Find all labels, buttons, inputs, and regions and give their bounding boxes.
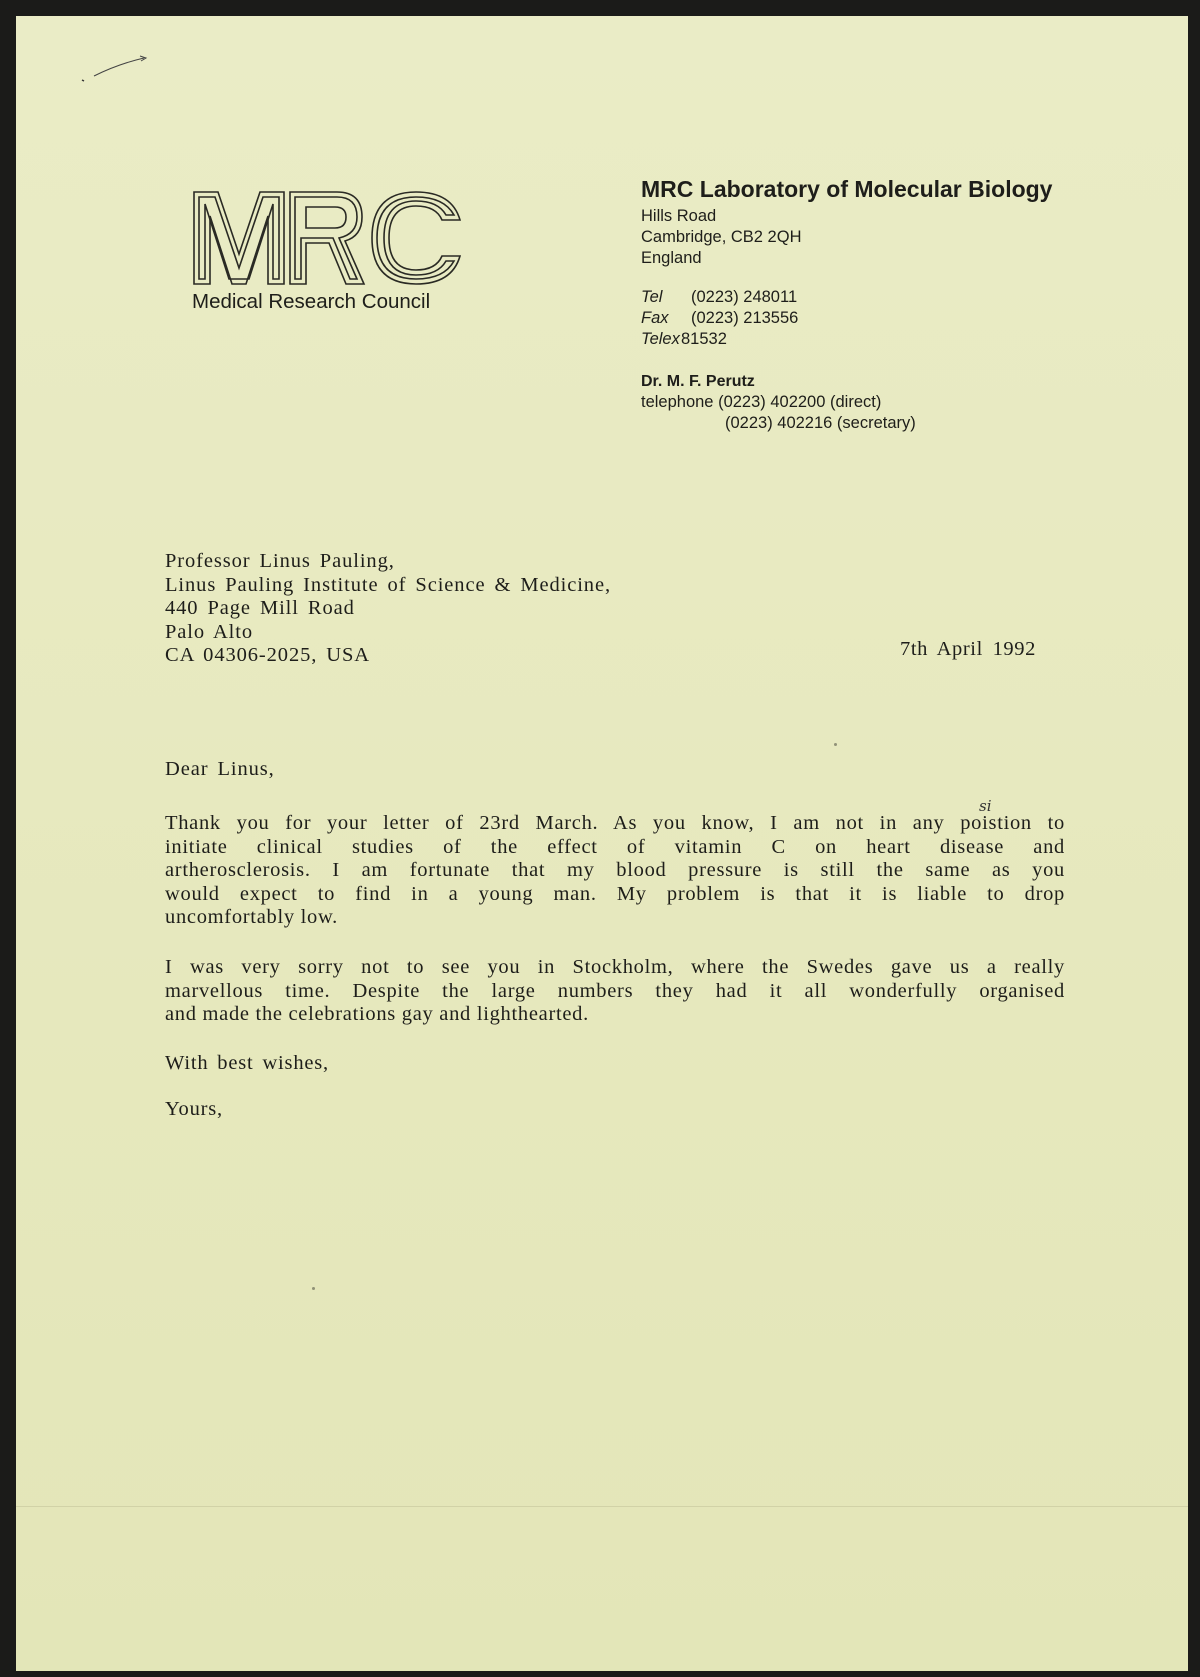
body-line: artherosclerosis. I am fortunate that my blood pressure is still the same as you [165, 859, 1065, 881]
telex-value: 81532 [681, 330, 727, 348]
telex-line [641, 329, 1052, 350]
recipient-line: CA 04306-2025, USA [165, 644, 371, 666]
lab-name: MRC Laboratory of Molecular Biology [641, 176, 1053, 202]
body-line: uncomfortably low. [165, 906, 338, 928]
sender-phone-direct: telephone (0223) 402200 (direct) [641, 393, 882, 411]
address-line: Hills Road [641, 207, 717, 225]
recipient-line: Professor Linus Pauling, [165, 550, 395, 572]
paper-fold [16, 1506, 1188, 1507]
body-line: Thank you for your letter of 23rd March. As you know, I am not in any poistion to [165, 812, 1065, 834]
mrc-logo [192, 190, 462, 286]
tel-label: Tel [641, 288, 663, 306]
paper-speck [312, 1287, 315, 1290]
handwritten-correction: si [979, 797, 992, 815]
sender-name: Dr. M. F. Perutz [641, 373, 755, 390]
pen-mark [78, 50, 158, 90]
body-line: would expect to find in a young man. My problem is that it is liable to drop [165, 882, 1065, 905]
recipient-line: Palo Alto [165, 620, 253, 643]
salutation: Dear Linus, [165, 758, 275, 780]
contact-numbers [641, 287, 1052, 350]
tel-line [641, 287, 1052, 308]
mrc-logo-outline [192, 190, 462, 286]
body-line: marvellous time. Despite the large numbers they had it all wonderfully organised [165, 979, 1065, 1002]
council-name: Medical Research Council [192, 290, 431, 313]
tel-value: (0223) 248011 [691, 288, 798, 306]
letterhead-block [641, 176, 1052, 434]
body-line: initiate clinical studies of the effect of vitamin C on heart disease and [165, 835, 1065, 858]
letter-page [16, 16, 1188, 1671]
recipient-address [165, 550, 611, 668]
sender-block [641, 372, 1052, 434]
sender-phone-secretary: (0223) 402216 (secretary) [725, 414, 916, 432]
recipient-line: 440 Page Mill Road [165, 597, 355, 619]
body-paragraph-2 [165, 956, 1065, 1027]
signoff: Yours, [165, 1098, 223, 1120]
fax-line [641, 308, 1052, 329]
paper-speck [834, 743, 837, 746]
fax-label: Fax [641, 309, 669, 327]
fax-value: (0223) 213556 [691, 309, 799, 327]
letter-date: 7th April 1992 [900, 638, 1036, 660]
body-paragraph-1 [165, 812, 1065, 930]
body-line: I was very sorry not to see you in Stockholm, where the Swedes gave us a really [165, 956, 1065, 978]
recipient-line: Linus Pauling Institute of Science & Medicine, [165, 573, 611, 596]
body-line: and made the celebrations gay and lighthearted. [165, 1003, 589, 1025]
telex-label: Telex [641, 330, 680, 348]
address-line: England [641, 249, 702, 267]
address-line: Cambridge, CB2 2QH [641, 228, 802, 246]
closing: With best wishes, [165, 1052, 329, 1074]
lab-address [641, 206, 1052, 269]
